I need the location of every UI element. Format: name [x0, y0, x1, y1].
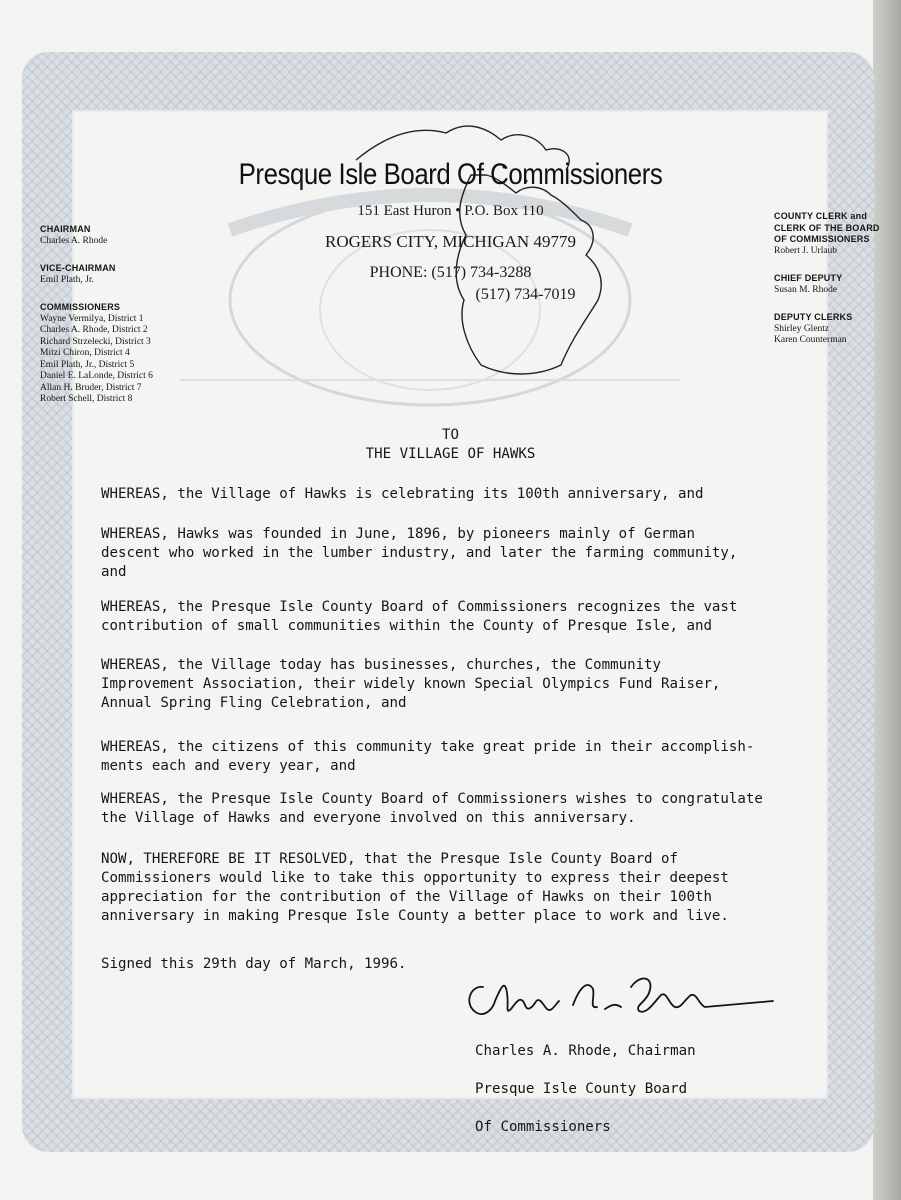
deputy-clerks-heading: DEPUTY CLERKS	[774, 312, 853, 322]
page-edge-shadow	[873, 0, 901, 1200]
signer-name-line: Charles A. Rhode, Chairman	[475, 1043, 696, 1059]
signature-block	[475, 1023, 696, 1156]
signer-org-line-1: Presque Isle County Board	[475, 1081, 688, 1097]
deputy-clerk-name: Shirley Glentz	[774, 323, 830, 334]
letterhead-address: 151 East Huron • P.O. Box 110	[357, 203, 544, 219]
commissioner-item: Mitzi Chiron, District 4	[40, 348, 130, 358]
signed-date-line: Signed this 29th day of March, 1996.	[101, 956, 407, 972]
of-commissioners-heading: OF COMMISSIONERS	[774, 234, 870, 244]
resolution-paragraph: WHEREAS, Hawks was founded in June, 1896, by pioneers mainly of German descent who worked in the lumber industry, and later the farming community, and	[101, 526, 738, 580]
clerks-right-column	[774, 211, 894, 347]
resolution-paragraph: WHEREAS, the Village of Hawks is celebrating its 100th anniversary, and	[101, 486, 704, 502]
deputy-clerk-name: Karen Counterman	[774, 335, 847, 345]
commissioner-item: Emil Plath, Jr., District 5	[40, 359, 135, 370]
chief-deputy-name: Susan M. Rhode	[774, 284, 838, 295]
resolution-recipient: THE VILLAGE OF HAWKS	[365, 446, 536, 462]
county-clerk-name: Robert J. Urlaub	[774, 245, 838, 256]
chairman-name: Charles A. Rhode	[40, 235, 108, 246]
commissioner-item: Charles A. Rhode, District 2	[40, 325, 148, 335]
officers-left-column	[40, 224, 230, 406]
commissioner-item: Richard Strzelecki, District 3	[40, 336, 151, 347]
chairman-heading: CHAIRMAN	[40, 224, 91, 234]
handwritten-signature	[455, 965, 775, 1025]
letterhead-city: ROGERS CITY, MICHIGAN 49779	[325, 232, 576, 251]
commissioner-item: Allan H. Bruder, District 7	[40, 382, 142, 393]
county-clerk-heading: COUNTY CLERK and	[774, 211, 868, 221]
resolution-paragraph: NOW, THEREFORE BE IT RESOLVED, that the Presque Isle County Board of Commissioners would like to take this opportunity to express their deepest appreciation for the contribution of the Village of Hawks on their 100th anniversary in making Presque Isle County a better place to work and live.	[101, 851, 729, 924]
vice-chairman-name: Emil Plath, Jr.	[40, 274, 94, 285]
chief-deputy-heading: CHIEF DEPUTY	[774, 273, 843, 283]
resolution-to: TO	[442, 427, 459, 443]
resolution-paragraph: WHEREAS, the citizens of this community take great pride in their accomplish- ments each and every year, and	[101, 739, 755, 774]
commissioner-item: Daniel E. LaLonde, District 6	[40, 371, 153, 381]
letterhead-phone-1: PHONE: (517) 734-3288	[369, 264, 532, 281]
resolution-paragraph: WHEREAS, the Village today has businesses, churches, the Community Improvement Association, their widely known Special Olympics Fund Raiser, Annual Spring Fling Celebration, and	[101, 657, 721, 711]
commissioner-item: Robert Schell, District 8	[40, 394, 133, 404]
vice-chairman-heading: VICE-CHAIRMAN	[40, 263, 116, 273]
clerk-of-board-heading: CLERK OF THE BOARD	[774, 222, 880, 233]
letterhead-title: Presque Isle Board Of Commissioners	[238, 158, 663, 191]
letterhead-phone-2: (517) 734-7019	[475, 286, 576, 303]
resolution-paragraph: WHEREAS, the Presque Isle County Board of Commissioners recognizes the vast contribution of small communities within the County of Presque Isle, and	[101, 599, 738, 634]
signer-org-line-2: Of Commissioners	[475, 1119, 611, 1135]
commissioner-item: Wayne Vermilya, District 1	[40, 313, 144, 324]
resolution-paragraph: WHEREAS, the Presque Isle County Board of Commissioners wishes to congratulate the Village of Hawks and everyone involved on this anniversary.	[101, 791, 763, 826]
commissioners-heading: COMMISSIONERS	[40, 302, 121, 312]
